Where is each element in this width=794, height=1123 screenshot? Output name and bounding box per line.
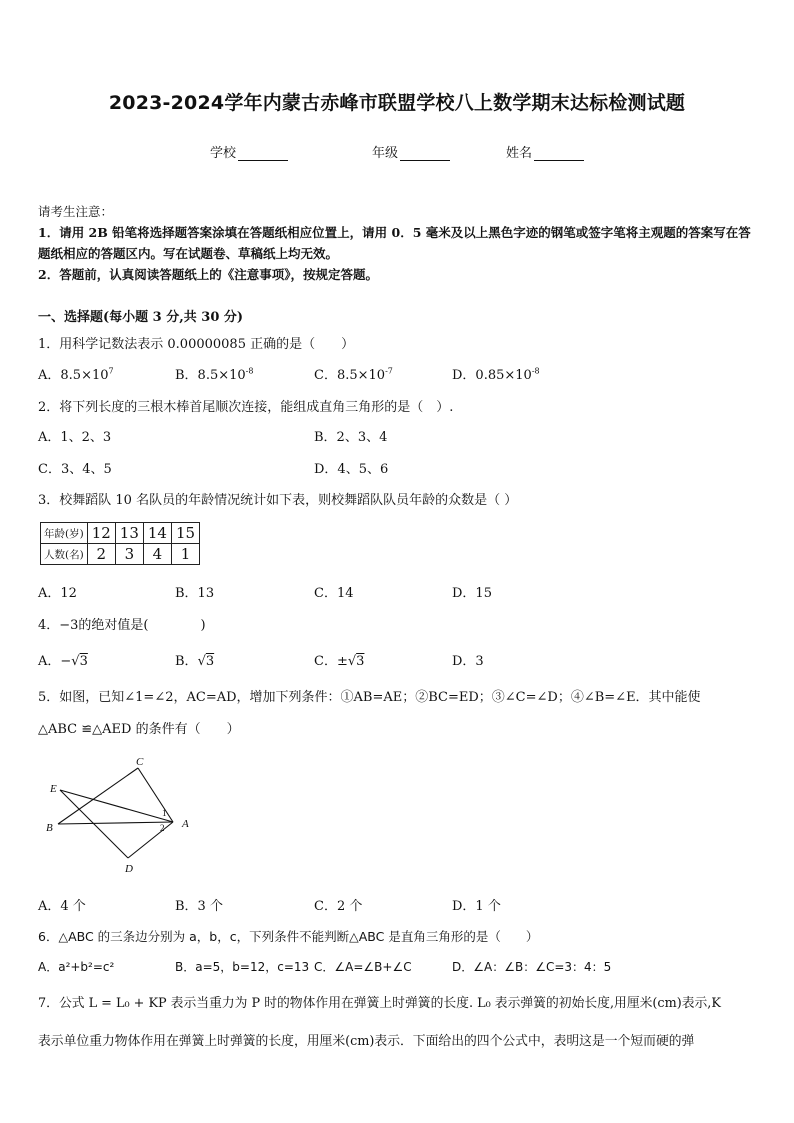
label-e: E [50, 783, 57, 795]
q1-d-base: D．0.85×10 [452, 368, 532, 383]
q2-option-b[interactable]: B．2、3、4 [314, 430, 388, 445]
grade-blank[interactable] [400, 148, 450, 161]
grade-label: 年级 [372, 146, 399, 161]
q4-c-prefix: C．± [314, 654, 348, 669]
q3-option-b[interactable]: B．13 [175, 586, 215, 601]
q6-option-d[interactable]: D．∠A：∠B：∠C=3：4：5 [452, 960, 612, 974]
table-header-count: 人数(名) [41, 544, 88, 565]
q5-option-d[interactable]: D．1 个 [452, 899, 501, 914]
q1-c-exp: -7 [385, 366, 393, 376]
q1-c-base: C．8.5×10 [314, 368, 386, 383]
label-a: A [182, 818, 189, 830]
q4-a-prefix: A．− [38, 654, 72, 669]
q5-stem-line1: 5．如图，已知∠1=∠2，AC=AD，增加下列条件：①AB=AE；②BC=ED；③∠C=∠D；④∠B=∠E．其中能使 [38, 690, 701, 705]
q1-option-a[interactable] [38, 364, 114, 383]
q5-option-a[interactable]: A．4 个 [38, 899, 86, 914]
school-label: 学校 [210, 146, 237, 161]
table-cell: 1 [171, 544, 199, 565]
segment-da [128, 822, 173, 858]
q4-option-d[interactable]: D．3 [452, 654, 484, 669]
q1-a-exp: 7 [108, 366, 114, 376]
q1-option-d[interactable] [452, 364, 540, 383]
q4-option-c[interactable]: C．±√3 [314, 654, 365, 669]
table-cell: 13 [115, 523, 143, 544]
table-header-age: 年龄(岁) [41, 523, 88, 544]
q7-line1: 7．公式 L = L₀ + KP 表示当重力为 P 时的物体作用在弹簧上时弹簧的长度. L₀ 表示弹簧的初始长度,用厘米(cm)表示,K [38, 996, 721, 1011]
segment-ba [58, 822, 173, 824]
name-field[interactable] [506, 142, 584, 161]
notice-item-2: 2．答题前，认真阅读答题纸上的《注意事项》，按规定答题。 [38, 267, 378, 282]
notice-block [38, 201, 762, 285]
q2-option-a[interactable]: A．1、2、3 [38, 430, 112, 445]
q2-option-d[interactable]: D．4、5、6 [314, 462, 389, 477]
name-blank[interactable] [534, 148, 584, 161]
name-label: 姓名 [506, 146, 533, 161]
q2-option-c[interactable]: C．3、4、5 [38, 462, 112, 477]
q4-a-radicand: 3 [79, 654, 88, 669]
label-angle-2: 2 [160, 823, 165, 833]
section-heading: 一、选择题(每小题 3 分,共 30 分) [38, 310, 244, 325]
q1-stem: 1．用科学记数法表示 0.00000085 正确的是（ ） [38, 337, 355, 352]
q4-option-a[interactable]: A．−√3 [38, 654, 88, 669]
table-cell: 3 [115, 544, 143, 565]
label-c: C [136, 756, 144, 768]
q1-a-base: A．8.5×10 [38, 368, 109, 383]
table-row [41, 523, 200, 544]
table-row [41, 544, 200, 565]
q6-option-c[interactable]: C．∠A=∠B+∠C [314, 960, 412, 974]
school-blank[interactable] [238, 148, 288, 161]
q6-option-a[interactable]: A．a²+b²=c² [38, 960, 115, 974]
q1-option-c[interactable] [314, 364, 393, 383]
q5-stem-line2: △ABC ≌△AED 的条件有（ ） [38, 722, 240, 737]
table-cell: 14 [143, 523, 171, 544]
q5-option-c[interactable]: C．2 个 [314, 899, 363, 914]
q4-c-radicand: 3 [356, 654, 365, 669]
q4-stem: 4．−3的绝对值是( ) [38, 618, 206, 633]
q1-b-exp: -8 [245, 366, 254, 376]
notice-item-1: 1．请用 2B 铅笔将选择题答案涂填在答题纸相应位置上，请用 0．5 毫米及以上黑色字迹的钢笔或签字笔将主观题的答案写在答题纸相应的答题区内。写在试题卷、草稿纸上均无效。 [38, 225, 751, 261]
q3-option-c[interactable]: C．14 [314, 586, 354, 601]
q4-b-prefix: B． [175, 654, 198, 669]
age-table [40, 522, 200, 565]
grade-field[interactable] [372, 142, 450, 161]
segment-cb [58, 768, 138, 824]
age-table-wrap [40, 522, 200, 565]
q1-option-b[interactable] [175, 364, 253, 383]
school-field[interactable] [210, 142, 288, 161]
q1-d-exp: -8 [531, 366, 540, 376]
label-angle-1: 1 [162, 808, 167, 818]
q3-option-a[interactable]: A．12 [38, 586, 77, 601]
q3-stem: 3．校舞蹈队 10 名队员的年龄情况统计如下表，则校舞蹈队队员年龄的众数是（ ） [38, 493, 518, 508]
segment-ea [60, 790, 173, 822]
table-cell: 2 [87, 544, 115, 565]
notice-heading: 请考生注意： [38, 204, 114, 219]
table-cell: 15 [171, 523, 199, 544]
q2-stem: 2．将下列长度的三根木棒首尾顺次连接，能组成直角三角形的是（ ）. [38, 400, 454, 415]
label-b: B [46, 822, 53, 834]
label-d: D [125, 863, 133, 875]
q7-line2: 表示单位重力物体作用在弹簧上时弹簧的长度，用厘米(cm)表示．下面给出的四个公式中，表明这是一个短而硬的弹 [38, 1034, 695, 1049]
q6-stem: 6．△ABC 的三条边分别为 a，b，c，下列条件不能判断△ABC 是直角三角形的是（ ） [38, 929, 539, 944]
q5-option-b[interactable]: B．3 个 [175, 899, 223, 914]
q3-option-d[interactable]: D．15 [452, 586, 492, 601]
triangle-figure [40, 752, 210, 880]
table-cell: 12 [87, 523, 115, 544]
q6-option-b[interactable]: B．a=5，b=12，c=13 [175, 960, 310, 974]
page-title: 2023-2024学年内蒙古赤峰市联盟学校八上数学期末达标检测试题 [108, 92, 686, 114]
table-cell: 4 [143, 544, 171, 565]
q4-b-radicand: 3 [205, 654, 215, 669]
q4-option-b[interactable]: B．√3 [175, 654, 215, 669]
q1-b-base: B．8.5×10 [175, 368, 246, 383]
